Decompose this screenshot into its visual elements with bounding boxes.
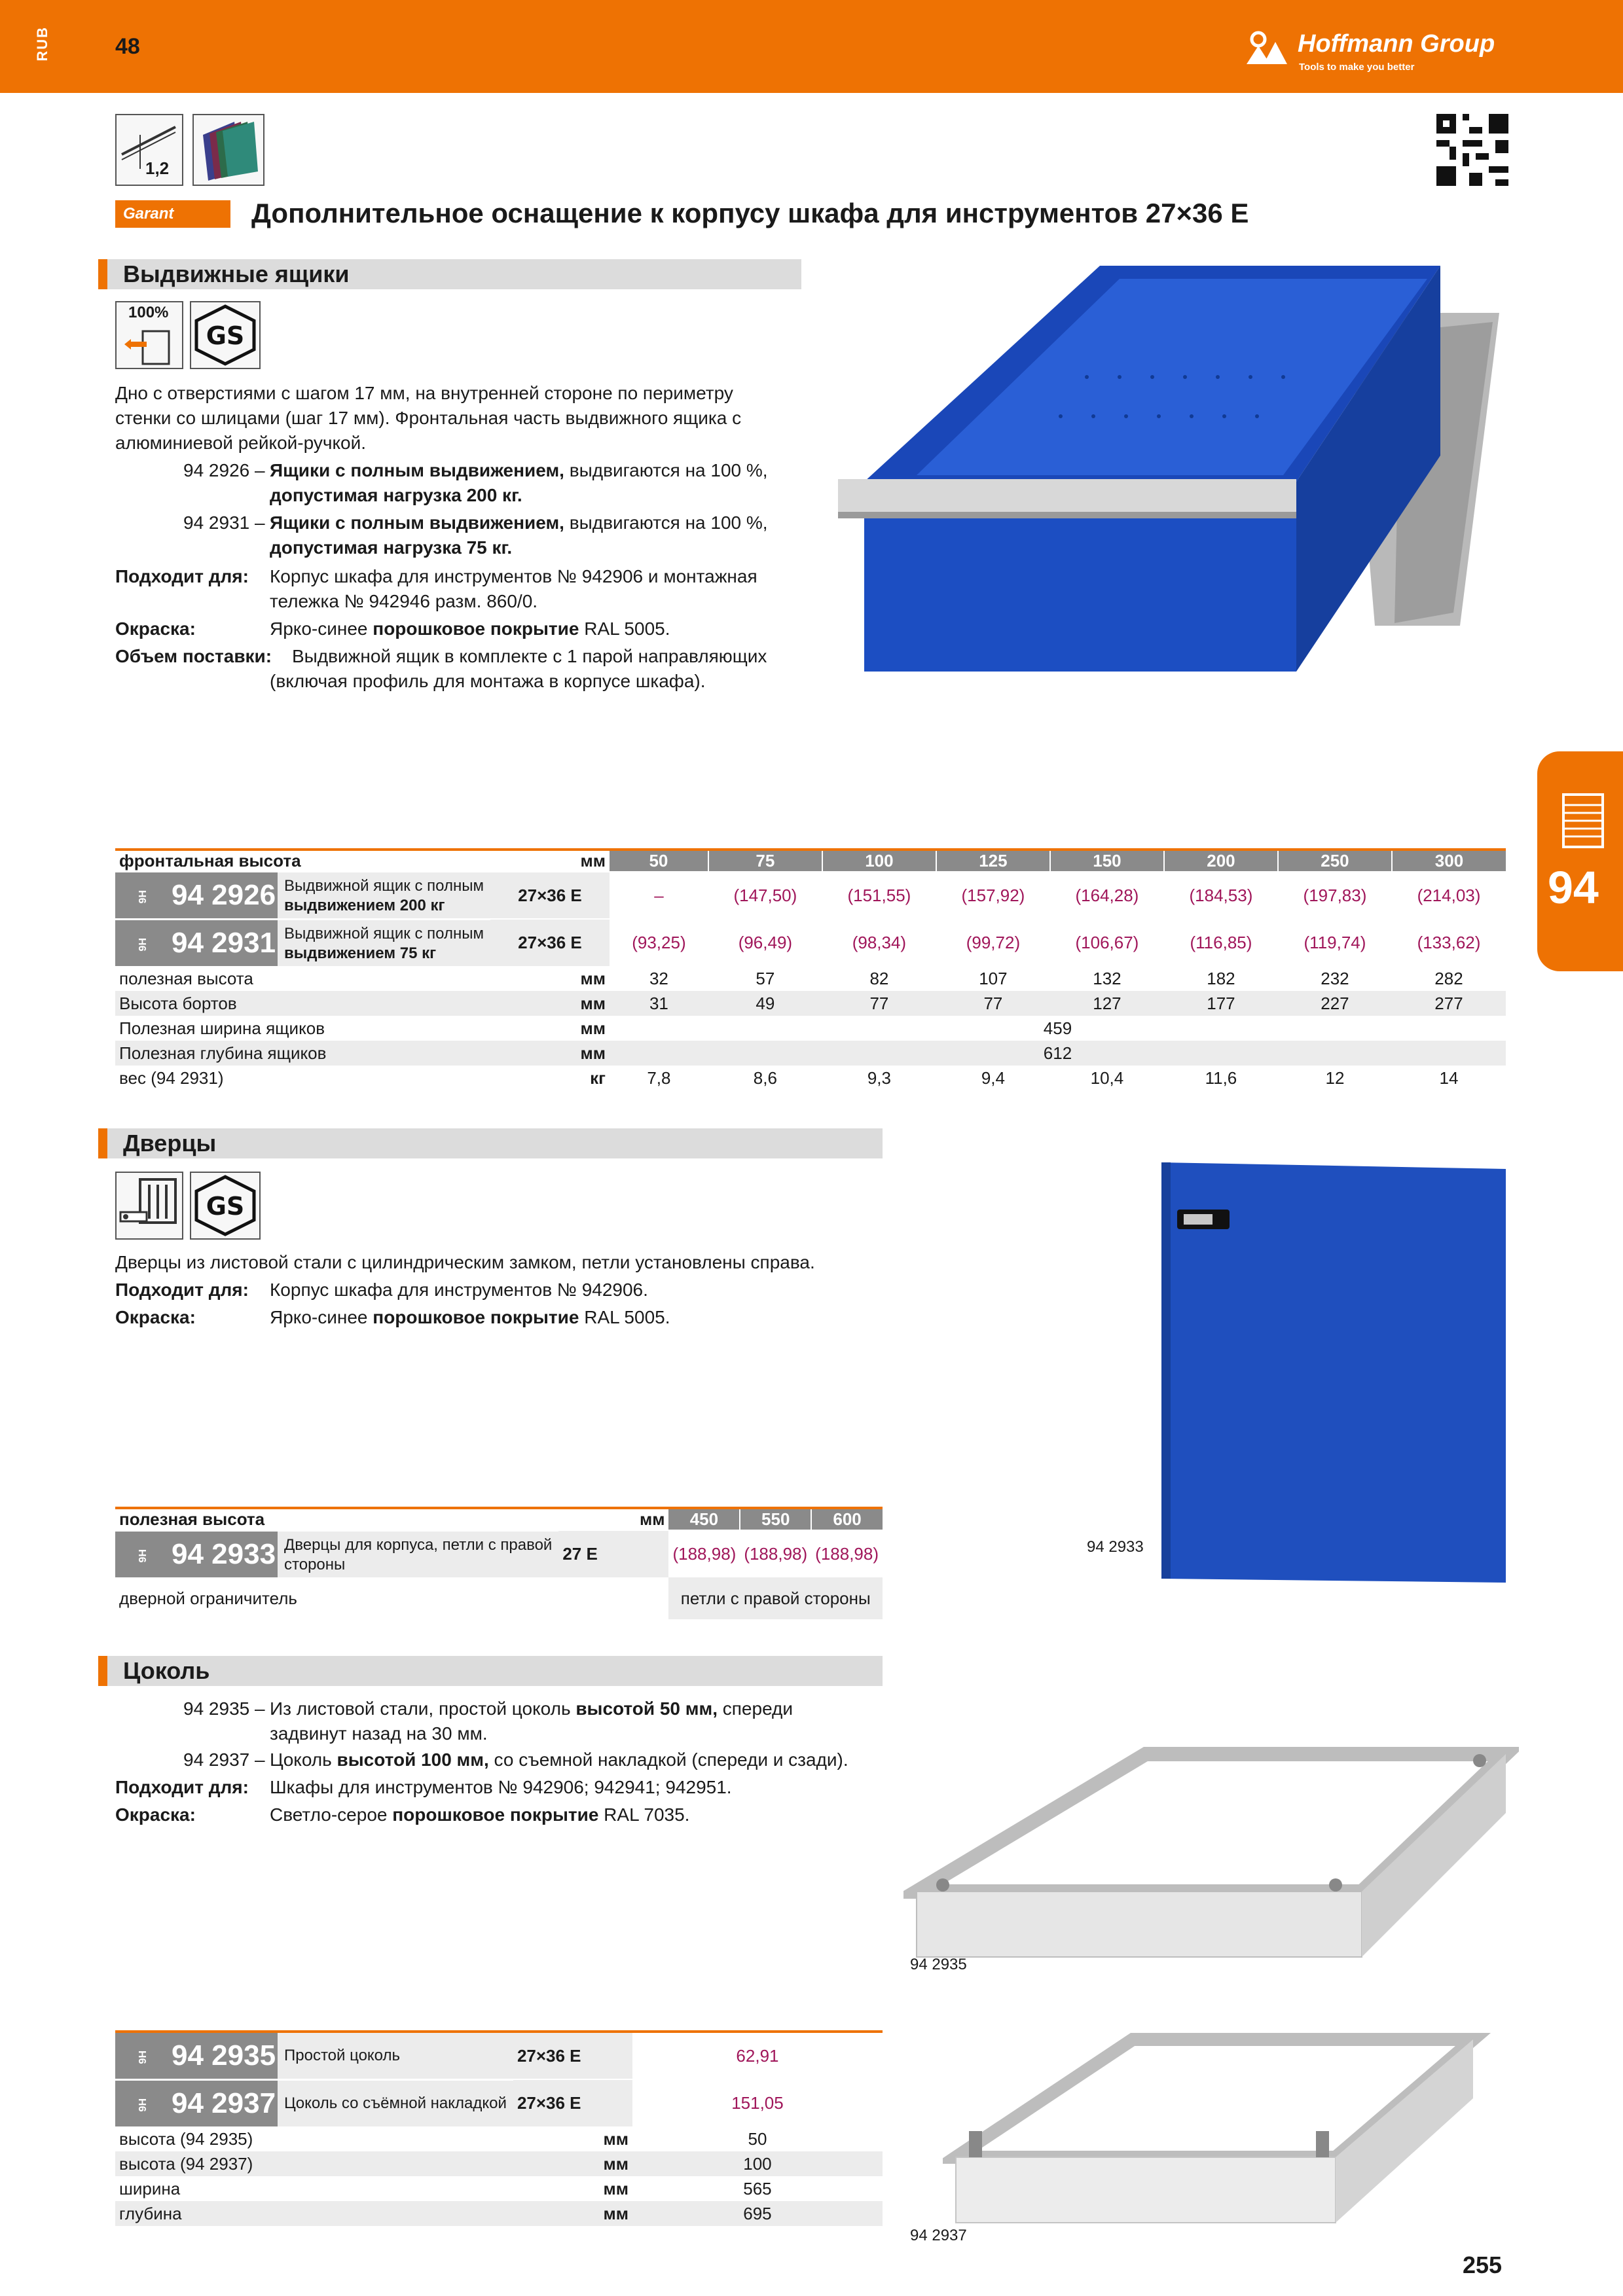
thickness-value: 1,2 (145, 158, 170, 178)
price-cell: (184,53) (1164, 872, 1278, 919)
plinth-item-2935: Из листовой стали, простой цоколь высотой 50 мм, спереди (270, 1698, 793, 1719)
column-header: 150 (1050, 850, 1164, 872)
drawer-item-2931-code: 94 2931 – (183, 512, 265, 533)
spec-value: 77 (822, 991, 936, 1016)
spec-value: 277 (1392, 991, 1506, 1016)
brand-name: Hoffmann Group (1298, 30, 1495, 58)
spec-value: 227 (1278, 991, 1392, 1016)
price-cell: (188,98) (740, 1530, 811, 1577)
spec-row (115, 2151, 883, 2176)
price-cell: (93,25) (610, 919, 708, 966)
scope-text: (включая профиль для монтажа в корпусе шкафа). (270, 671, 706, 691)
doors-description: Дверцы из листовой стали с цилиндрическим замком, петли установлены справа. (115, 1252, 815, 1272)
product-code: 9H 94 2933 (115, 1532, 278, 1577)
paint-label: Окраска: (115, 1307, 196, 1327)
spec-row (115, 1577, 883, 1619)
column-header: 75 (708, 850, 822, 872)
product-row-942931[interactable] (115, 919, 1506, 966)
spec-value: 182 (1164, 966, 1278, 991)
column-header: 600 (811, 1508, 883, 1530)
spec-unit: мм (490, 1041, 610, 1066)
drawer-item-2926: Ящики с полным выдвижением, выдвигаются на 100 %, (270, 460, 768, 480)
drawer-item-2931-load: допустимая нагрузка 75 кг. (270, 537, 513, 558)
price-cell: (119,74) (1278, 919, 1392, 966)
spec-label: Высота бортов (115, 991, 490, 1016)
plinth-item-code: 94 2937 – (183, 1749, 265, 1770)
product-row-942926[interactable] (115, 872, 1506, 919)
paint-label: Окраска: (115, 619, 196, 639)
spec-unit: мм (513, 2151, 632, 2176)
paint-text: Ярко-синее порошковое покрытие RAL 5005. (270, 1307, 670, 1327)
spec-unit: мм (513, 2201, 632, 2226)
paint-label: Окраска: (115, 1804, 196, 1825)
section-heading-doors: Дверцы (98, 1128, 883, 1158)
price-cell: (188,98) (811, 1530, 883, 1577)
spec-unit: кг (490, 1066, 610, 1090)
gs-certification-icon (190, 1172, 261, 1240)
spec-row (115, 2176, 883, 2201)
price-cell: 151,05 (632, 2079, 883, 2126)
chapter-number: 94 (1548, 862, 1599, 913)
plinth-caption: 94 2937 (910, 2227, 967, 2244)
product-cell (115, 1530, 558, 1577)
spec-value: 11,6 (1164, 1066, 1278, 1090)
spec-value: петли с правой стороны (668, 1577, 883, 1619)
product-row-942935[interactable] (115, 2032, 883, 2079)
drawer-image (812, 259, 1512, 685)
spec-value: 57 (708, 966, 822, 991)
product-code: 9H 94 2935 (115, 2033, 278, 2079)
fits-text: Корпус шкафа для инструментов № 942906. (270, 1280, 648, 1300)
price-cell: (98,34) (822, 919, 936, 966)
price-cell: – (610, 872, 708, 919)
spec-value: 12 (1278, 1066, 1392, 1090)
door-image (1158, 1160, 1510, 1584)
spec-value: 9,4 (936, 1066, 1050, 1090)
spec-value: 127 (1050, 991, 1164, 1016)
spec-value: 232 (1278, 966, 1392, 991)
lock-key-icon (115, 1172, 183, 1240)
full-extension-icon (115, 301, 183, 369)
spec-row (115, 1016, 1506, 1041)
spec-row (115, 1041, 1506, 1066)
product-size: 27×36 E (513, 2079, 632, 2126)
drawers-table (115, 848, 1506, 1090)
desc-line: стенки со шлицами (шаг 17 мм). Фронтальная часть выдвижного ящика с (115, 408, 742, 428)
spec-value: 107 (936, 966, 1050, 991)
spec-value: 9,3 (822, 1066, 936, 1090)
price-cell: (96,49) (708, 919, 822, 966)
hoffmann-logo-icon (1244, 29, 1290, 65)
scope-text: Выдвижной ящик в комплекте с 1 парой направляющих (292, 646, 767, 666)
spec-value: 132 (1050, 966, 1164, 991)
spec-label: высота (94 2935) (115, 2126, 513, 2151)
paint-text: Ярко-синее порошковое покрытие RAL 5005. (270, 619, 670, 639)
brand-tagline: Tools to make you better (1299, 62, 1415, 73)
spec-value: 695 (632, 2201, 883, 2226)
spec-row (115, 1066, 1506, 1090)
footer-page-number: 255 (1463, 2251, 1503, 2278)
fits-label: Подходит для: (115, 566, 249, 586)
spec-label: Полезная ширина ящиков (115, 1016, 490, 1041)
paint-text: Светло-серое порошковое покрытие RAL 7035. (270, 1804, 690, 1825)
chapter-tab[interactable] (1537, 751, 1623, 971)
product-code: 9H 94 2926 (115, 872, 278, 918)
product-size: 27×36 E (490, 872, 610, 919)
product-code: 9H 94 2937 (115, 2081, 278, 2126)
price-cell: (164,28) (1050, 872, 1164, 919)
table-header-row (115, 850, 1506, 872)
price-cell: (157,92) (936, 872, 1050, 919)
desc-line: алюминиевой рейкой-ручкой. (115, 433, 367, 453)
spec-value: 282 (1392, 966, 1506, 991)
price-cell: (197,83) (1278, 872, 1392, 919)
product-size: 27 E (558, 1530, 668, 1577)
drawer-item-2926-load: допустимая нагрузка 200 кг. (270, 485, 522, 505)
spec-unit: мм (490, 991, 610, 1016)
spec-unit: мм (490, 1016, 610, 1041)
column-header: 250 (1278, 850, 1392, 872)
gs-certification-icon (190, 301, 261, 369)
price-cell: 62,91 (632, 2032, 883, 2079)
column-header: 100 (822, 850, 936, 872)
spec-value: 10,4 (1050, 1066, 1164, 1090)
plinth-table (115, 2030, 883, 2226)
spec-value: 177 (1164, 991, 1278, 1016)
product-cell (115, 2079, 513, 2126)
spec-row (115, 2126, 883, 2151)
column-header: 200 (1164, 850, 1278, 872)
spec-unit: мм (490, 966, 610, 991)
product-code: 9H 94 2931 (115, 920, 278, 966)
price-cell: (133,62) (1392, 919, 1506, 966)
hoffmann-logo[interactable] (1244, 24, 1519, 76)
section-heading-plinth: Цоколь (98, 1656, 883, 1686)
scope-label: Объем поставки: (115, 646, 272, 666)
price-cell: (147,50) (708, 872, 822, 919)
plinth-item-code: 94 2935 – (183, 1698, 265, 1719)
spec-value: 14 (1392, 1066, 1506, 1090)
spec-value: 49 (708, 991, 822, 1016)
spec-row (115, 2201, 883, 2226)
spec-label: полезная высота (115, 966, 490, 991)
product-description: Выдвижной ящик с полным выдвижением 200 кг (278, 872, 490, 918)
cabinet-icon (1562, 793, 1604, 848)
spec-label: вес (94 2931) (115, 1066, 490, 1090)
spec-label: дверной ограничитель (119, 1588, 297, 1608)
price-cell: (188,98) (668, 1530, 740, 1577)
table-header-unit: мм (558, 1508, 668, 1530)
plinth-2937-image (943, 2026, 1493, 2236)
catalog-page-number: 48 (115, 34, 140, 59)
spec-unit: мм (513, 2176, 632, 2201)
spec-value: 31 (610, 991, 708, 1016)
plinth-item-2935-line2: задвинут назад на 30 мм. (270, 1723, 488, 1744)
spec-value: 100 (632, 2151, 883, 2176)
drawers-description (115, 381, 741, 456)
price-cell: (99,72) (936, 919, 1050, 966)
thickness-icon (115, 114, 183, 186)
spec-value: 459 (610, 1016, 1506, 1041)
plinth-caption: 94 2935 (910, 1956, 967, 1973)
extension-percent: 100% (128, 304, 169, 321)
svg-text:GS: GS (206, 321, 245, 350)
product-cell (115, 872, 490, 919)
spec-row (115, 991, 1506, 1016)
column-header: 125 (936, 850, 1050, 872)
plinth-item-2937: Цоколь высотой 100 мм, со съемной накладкой (спереди и сзади). (270, 1749, 848, 1770)
product-size: 27×36 E (513, 2032, 632, 2079)
table-header-row (115, 1508, 883, 1530)
product-description: Дверцы для корпуса, петли с правой стороны (278, 1532, 558, 1577)
product-cell (115, 2032, 513, 2079)
spec-row (115, 966, 1506, 991)
price-cell: (106,67) (1050, 919, 1164, 966)
fits-text: тележка № 942946 разм. 860/0. (270, 591, 538, 611)
spec-value: 82 (822, 966, 936, 991)
page-title: Дополнительное оснащение к корпусу шкафа для инструментов 27×36 E (251, 198, 1249, 228)
product-cell (115, 919, 490, 966)
spec-label: глубина (115, 2201, 513, 2226)
spec-value: 7,8 (610, 1066, 708, 1090)
price-cell: (116,85) (1164, 919, 1278, 966)
column-header: 550 (740, 1508, 811, 1530)
table-header-unit: мм (490, 850, 610, 872)
spec-label: ширина (115, 2176, 513, 2201)
product-row-942933[interactable] (115, 1530, 883, 1577)
column-header: 300 (1392, 850, 1506, 872)
doors-table (115, 1507, 883, 1619)
garant-badge: Garant (115, 200, 230, 228)
spec-label: Полезная глубина ящиков (115, 1041, 490, 1066)
spec-value: 77 (936, 991, 1050, 1016)
desc-line: Дно с отверстиями с шагом 17 мм, на внутренней стороне по периметру (115, 383, 733, 403)
svg-text:GS: GS (206, 1192, 245, 1221)
product-description: Выдвижной ящик с полным выдвижением 75 кг (278, 920, 490, 966)
spec-value: 565 (632, 2176, 883, 2201)
drawer-item-2926-code: 94 2926 – (183, 460, 265, 480)
column-header: 50 (610, 850, 708, 872)
color-swatches-icon (192, 114, 264, 186)
price-cell: (151,55) (822, 872, 936, 919)
spec-value: 612 (610, 1041, 1506, 1066)
qr-code-icon[interactable] (1436, 114, 1508, 186)
product-description: Цоколь со съёмной накладкой (278, 2081, 513, 2126)
fits-label: Подходит для: (115, 1777, 249, 1797)
language-code: RUB (34, 26, 50, 62)
product-description: Простой цоколь (278, 2033, 513, 2079)
table-header-label: полезная высота (115, 1508, 558, 1530)
table-header-label: фронтальная высота (115, 850, 490, 872)
section-heading-drawers: Выдвижные ящики (98, 259, 801, 289)
spec-value: 50 (632, 2126, 883, 2151)
spec-value: 8,6 (708, 1066, 822, 1090)
product-row-942937[interactable] (115, 2079, 883, 2126)
plinth-2935-image (903, 1702, 1519, 1964)
spec-label: высота (94 2937) (115, 2151, 513, 2176)
product-size: 27×36 E (490, 919, 610, 966)
fits-text: Корпус шкафа для инструментов № 942906 и монтажная (270, 566, 757, 586)
price-cell: (214,03) (1392, 872, 1506, 919)
door-caption: 94 2933 (1087, 1538, 1144, 1556)
spec-unit: мм (513, 2126, 632, 2151)
drawer-item-2931: Ящики с полным выдвижением, выдвигаются на 100 %, (270, 512, 768, 533)
fits-label: Подходит для: (115, 1280, 249, 1300)
spec-value: 32 (610, 966, 708, 991)
fits-text: Шкафы для инструментов № 942906; 942941; 942951. (270, 1777, 732, 1797)
column-header: 450 (668, 1508, 740, 1530)
